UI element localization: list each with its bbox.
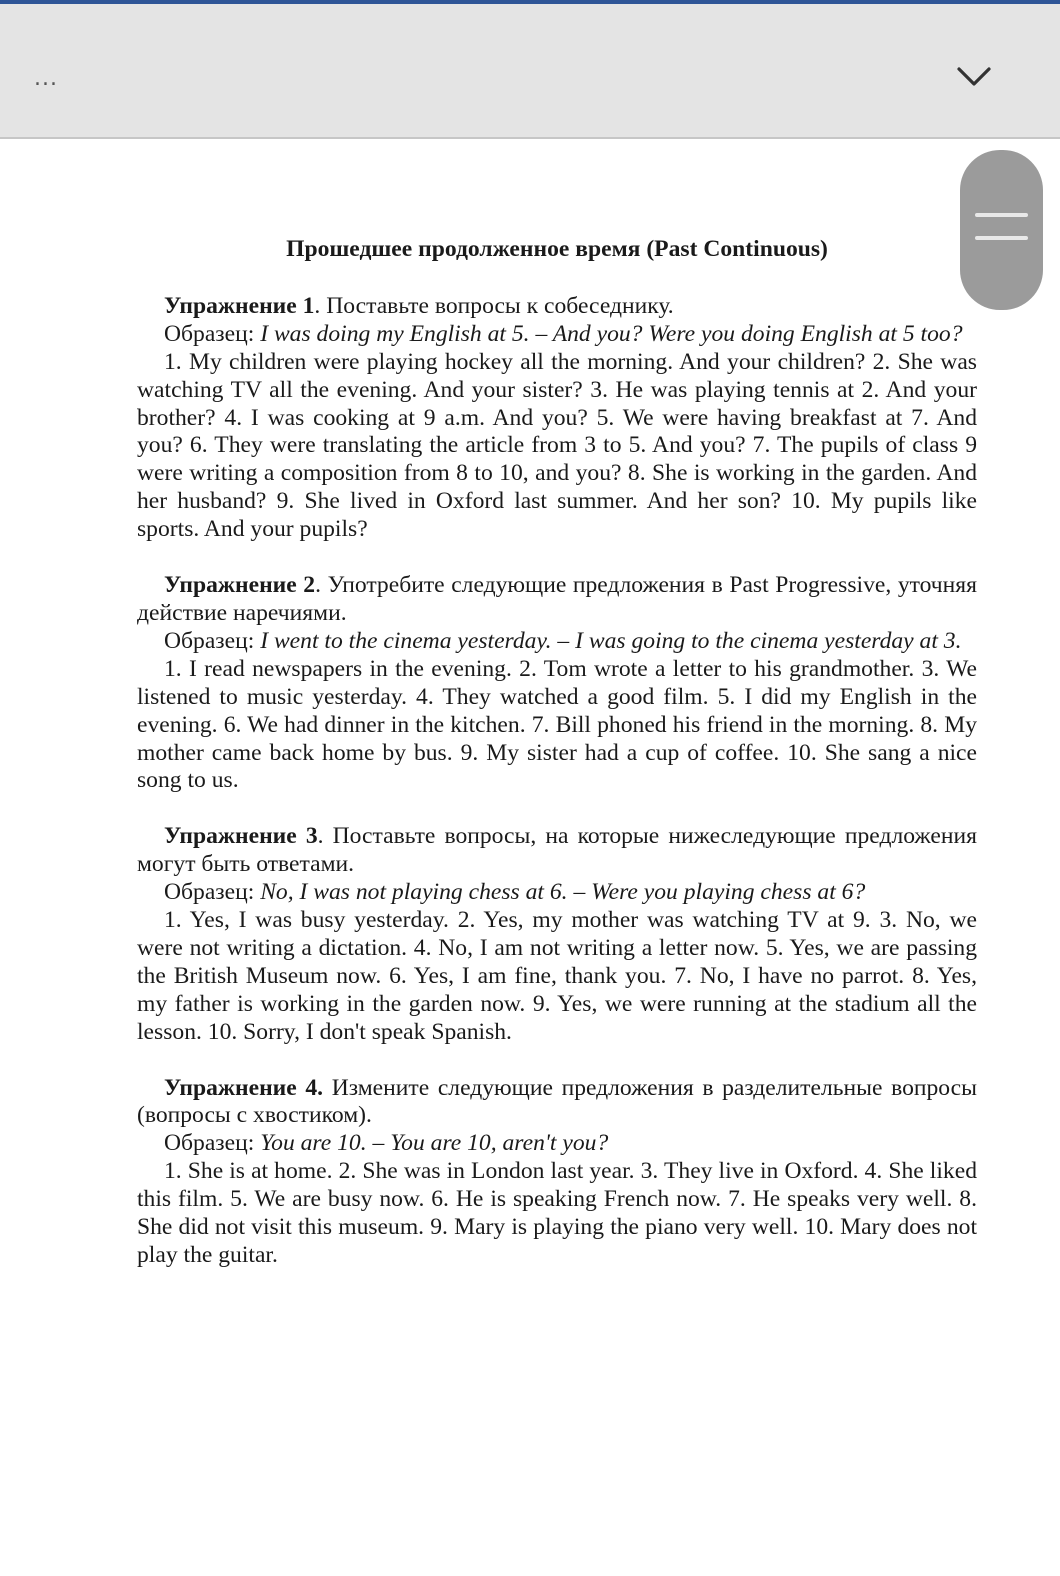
exercise-example: [137, 321, 977, 349]
example-label: Образец:: [164, 627, 261, 654]
exercise-instruction: [137, 293, 977, 321]
exercise-body: 1. My children were playing hockey all the morning. And your children? 2. She was watching TV all the evening. And your sister? 3. He was playing tennis at 2. And your brother? 4. I was cooking at 9 a.m. And you? 5. We were having breakfast at 7. And you? 6. They were translating the article from 3 to 5. And you? 7. The pupils of class 9 were writing a composition from 8 to 10, and you? 8. She is working in the garden. And her husband? 9. She lived in Oxford last summer. And her son? 10. My pupils like sports. And your pupils?: [137, 348, 977, 543]
exercise-heading: Упражнение 1: [164, 292, 315, 319]
exercise-example: [137, 1130, 977, 1158]
exercise-example: [137, 628, 977, 656]
example-label: Образец:: [164, 320, 261, 347]
document-page: [137, 236, 977, 1298]
exercise-1: [137, 293, 977, 544]
chevron-down-icon: [956, 64, 992, 88]
exercise-3: [137, 823, 977, 1046]
exercise-example: [137, 879, 977, 907]
exercise-4: [137, 1075, 977, 1270]
more-horizontal-icon: ...: [34, 65, 58, 91]
exercise-body: 1. Yes, I was busy yesterday. 2. Yes, my mother was watching TV at 9. 3. No, we were not writing a dictation. 4. No, I am not writing a letter now. 5. Yes, we are passing the British Museum now. 6. Yes, I am fine, thank you. 7. No, I have no parrot. 8. Yes, my father is working in the garden now. 9. Yes, we were running at the stadium all the lesson. 10. Sorry, I don't speak Spanish.: [137, 907, 977, 1045]
page-title: Прошедшее продолженное время (Past Continuous): [286, 236, 828, 262]
example-text: You are 10. – You are 10, aren't you?: [260, 1130, 609, 1157]
viewer-toolbar: [0, 4, 1060, 139]
more-options-button[interactable]: [24, 56, 68, 100]
exercise-2: [137, 572, 977, 795]
exercise-task: . Поставьте вопросы, на которые нижеследующие предложения могут быть ответами.: [137, 823, 977, 878]
exercise-heading: Упражнение 2: [164, 572, 316, 599]
exercise-instruction: [137, 1075, 977, 1131]
drag-handle-icon: [975, 213, 1028, 217]
exercise-body: 1. She is at home. 2. She was in London last year. 3. They live in Oxford. 4. She liked this film. 5. We are busy now. 6. He is speaking French now. 7. He speaks very well. 8. She did not visit this museum. 9. Mary is playing the piano very well. 10. Mary does not play the guitar.: [137, 1158, 977, 1268]
scroll-handle[interactable]: [960, 150, 1043, 310]
example-text: I was doing my English at 5. – And you? Were you doing English at 5 too?: [260, 320, 963, 347]
example-text: No, I was not playing chess at 6. – Were you playing chess at 6?: [260, 879, 866, 906]
example-text: I went to the cinema yesterday. – I was going to the cinema yesterday at 3.: [260, 627, 962, 654]
exercise-instruction: [137, 572, 977, 628]
example-label: Образец:: [164, 879, 261, 906]
exercise-task: Измените следующие предложения в разделительные вопросы (вопросы с хвостиком).: [137, 1074, 977, 1129]
example-label: Образец:: [164, 1130, 261, 1157]
exercise-heading: Упражнение 4.: [164, 1074, 324, 1101]
exercise-task: . Употребите следующие предложения в Past Progressive, уточняя действие наречиями.: [137, 572, 977, 626]
exercise-instruction: [137, 823, 977, 879]
drag-handle-icon: [975, 236, 1028, 240]
exercise-task: . Поставьте вопросы к собеседнику.: [314, 292, 674, 319]
collapse-button[interactable]: [950, 52, 998, 100]
exercise-heading: Упражнение 3: [164, 823, 318, 850]
exercise-body: 1. I read newspapers in the evening. 2. Tom wrote a letter to his grandmother. 3. We listened to music yesterday. 4. They watched a good film. 5. I did my English in the evening. 6. We had dinner in the kitchen. 7. Bill phoned his friend in the morning. 8. My mother came back home by bus. 9. My sister had a cup of coffee. 10. She sang a nice song to us.: [137, 655, 977, 794]
